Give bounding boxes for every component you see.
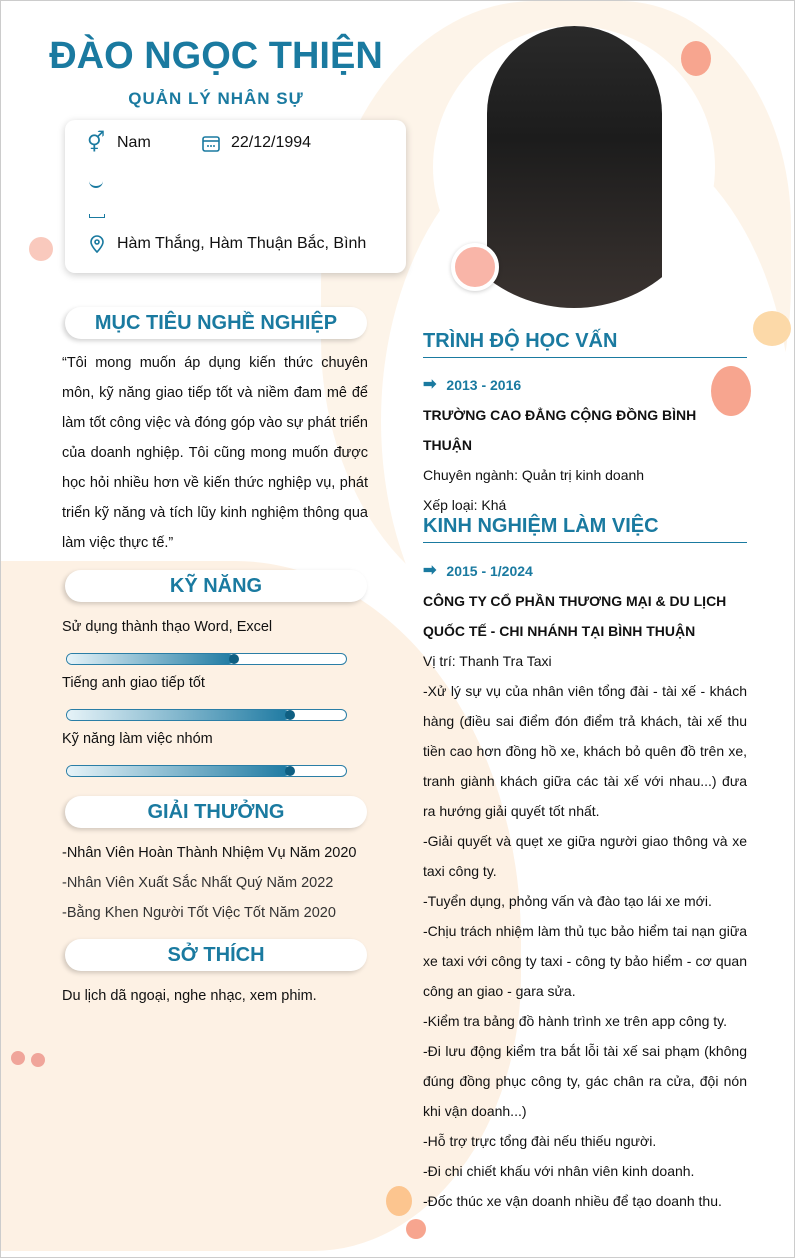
address-item bbox=[87, 234, 366, 254]
hobbies-text: Du lịch dã ngoại, nghe nhạc, xem phim. bbox=[62, 988, 317, 1004]
duty-item: -Hỗ trợ trực tổng đài nếu thiếu người. bbox=[423, 1133, 657, 1149]
skill-label: Kỹ năng làm việc nhóm bbox=[62, 731, 213, 747]
flower-decoration-icon bbox=[681, 41, 711, 76]
skills-heading: KỸ NĂNG bbox=[65, 570, 367, 602]
dob-item bbox=[201, 133, 311, 153]
duty-item: -Đốc thúc xe vận doanh nhiều để tạo doanh thu. bbox=[423, 1193, 722, 1209]
experience-section bbox=[423, 556, 747, 1216]
gender-icon: ⚥ bbox=[87, 132, 106, 154]
duties-list bbox=[423, 676, 747, 1216]
company-name: CÔNG TY CỔ PHẦN THƯƠNG MẠI & DU LỊCH QUỐC TẾ - CHI NHÁNH TẠI BÌNH THUẬN bbox=[423, 593, 727, 639]
duty-item: -Đi chi chiết khấu với nhân viên kinh doanh. bbox=[423, 1163, 695, 1179]
flower-decoration-icon bbox=[29, 237, 53, 261]
duty-item: -Đi lưu động kiểm tra bắt lỗi tài xế sai phạm (không đúng đồng phục công ty, gác chân ra cửa, đội nón khi vận doanh...) bbox=[423, 1043, 747, 1119]
award-item: -Bằng Khen Người Tốt Việc Tốt Năm 2020 bbox=[62, 905, 336, 921]
education-heading: TRÌNH ĐỘ HỌC VẤN bbox=[423, 330, 747, 358]
education-section bbox=[423, 370, 747, 520]
flower-decoration-icon bbox=[406, 1219, 426, 1239]
candidate-name: ĐÀO NGỌC THIỆN bbox=[49, 35, 383, 77]
skill-bar bbox=[66, 709, 347, 721]
award-item: -Nhân Viên Xuất Sắc Nhất Quý Năm 2022 bbox=[62, 875, 334, 891]
experience-period bbox=[423, 556, 747, 586]
objective-text: “Tôi mong muốn áp dụng kiến thức chuyên môn, kỹ năng giao tiếp tốt và niềm đam mê để làm tốt công việc và đóng góp vào sự phát triển của doanh nghiệp. Tôi cũng mong muốn được học hỏi nhiều hơn về kiến thức nghiệp vụ, phát triển kỹ năng và tích lũy kinh nghiệm thông qua làm việc thực tế.” bbox=[62, 355, 368, 551]
arrow-right-icon: ➡ bbox=[423, 562, 437, 579]
arrow-right-icon: ➡ bbox=[423, 376, 437, 393]
experience-heading: KINH NGHIỆM LÀM VIỆC bbox=[423, 515, 747, 543]
experience-period-text: 2015 - 1/2024 bbox=[446, 563, 533, 579]
education-major: Chuyên ngành: Quản trị kinh doanh bbox=[423, 467, 645, 483]
calendar-icon bbox=[201, 133, 221, 153]
skill-label: Sử dụng thành thạo Word, Excel bbox=[62, 619, 273, 635]
hobbies-heading: SỞ THÍCH bbox=[65, 939, 367, 971]
photo-accent-circle bbox=[451, 243, 499, 291]
flower-decoration-icon bbox=[386, 1186, 412, 1216]
email-icon bbox=[89, 214, 105, 218]
education-period-text: 2013 - 2016 bbox=[446, 377, 522, 393]
award-item: -Nhân Viên Hoàn Thành Nhiệm Vụ Năm 2020 bbox=[62, 845, 357, 861]
skill-bar bbox=[66, 765, 347, 777]
school-name: TRƯỜNG CAO ĐẲNG CỘNG ĐỒNG BÌNH THUẬN bbox=[423, 407, 697, 453]
flower-decoration-icon bbox=[753, 311, 791, 346]
job-title: QUẢN LÝ NHÂN SỰ bbox=[128, 89, 304, 108]
location-pin-icon bbox=[87, 234, 107, 254]
gender-value: Nam bbox=[117, 134, 151, 151]
gender-item bbox=[87, 133, 151, 153]
skill-bar bbox=[66, 653, 347, 665]
skill-label: Tiếng anh giao tiếp tốt bbox=[62, 675, 205, 691]
dob-value: 22/12/1994 bbox=[231, 134, 312, 151]
education-period bbox=[423, 370, 747, 400]
objective-heading: MỤC TIÊU NGHỀ NGHIỆP bbox=[65, 307, 367, 339]
awards-list bbox=[62, 838, 382, 928]
education-grade: Xếp loại: Khá bbox=[423, 497, 507, 513]
phone-icon bbox=[89, 180, 103, 188]
flower-decoration-icon bbox=[11, 1051, 25, 1065]
contact-card bbox=[65, 120, 406, 273]
awards-heading: GIẢI THƯỞNG bbox=[65, 796, 367, 828]
address-value: Hàm Thắng, Hàm Thuận Bắc, Bình bbox=[117, 235, 367, 252]
flower-decoration-icon bbox=[31, 1053, 45, 1067]
position: Vị trí: Thanh Tra Taxi bbox=[423, 653, 552, 669]
duty-item: -Kiểm tra bảng đồ hành trình xe trên app công ty. bbox=[423, 1013, 728, 1029]
duty-item: -Chịu trách nhiệm làm thủ tục bảo hiểm tai nạn giữa xe taxi với công ty taxi - công ty bảo hiểm - cơ quan công an giao - gara sửa. bbox=[423, 923, 747, 999]
duty-item: -Xử lý sự vụ của nhân viên tổng đài - tài xế - khách hàng (điều sai điểm đón điểm trả khách, tài xế thu tiền cao hơn đồng hồ xe, khách bỏ quên đồ trên xe, tranh giành khách giữa các tài xế với nhau...) đưa ra hướng giải quyết tốt nhất. bbox=[423, 683, 747, 819]
duty-item: -Giải quyết và quẹt xe giữa người giao thông và xe taxi công ty. bbox=[423, 833, 747, 879]
duty-item: -Tuyển dụng, phỏng vấn và đào tạo lái xe mới. bbox=[423, 893, 712, 909]
